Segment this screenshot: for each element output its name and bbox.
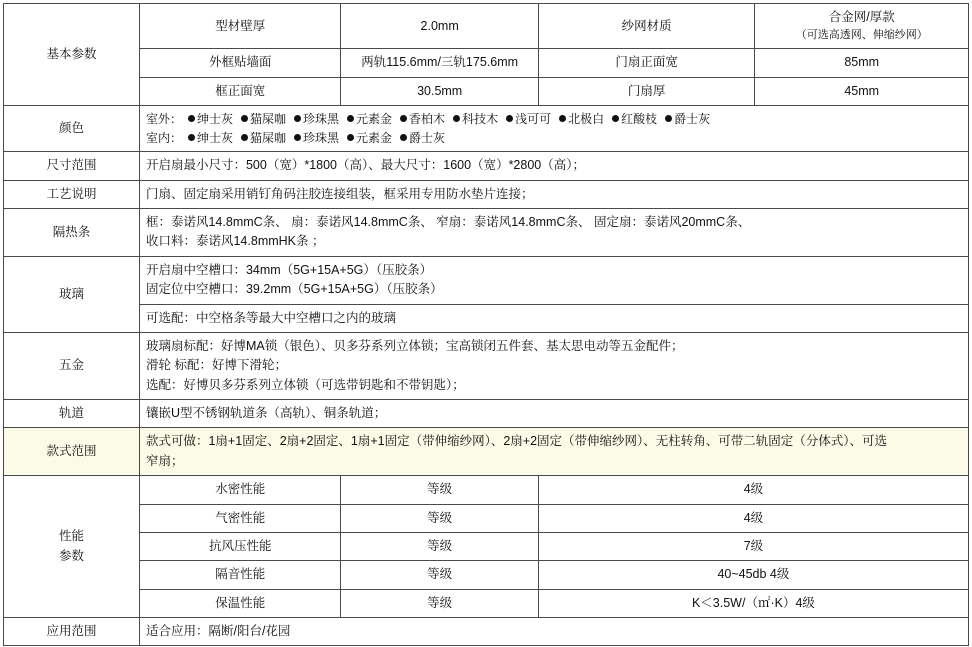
- table-row-size: [4, 152, 969, 180]
- perf-name-3: 隔音性能: [139, 561, 340, 589]
- perf-name-1: 气密性能: [139, 504, 340, 532]
- color-outdoor-label: 室外：: [145, 112, 182, 127]
- color-swatch-icon: [400, 134, 407, 141]
- row-label-application: 应用范围: [4, 618, 140, 646]
- color-swatch-icon: [347, 134, 354, 141]
- perf-unit-2: 等级: [341, 532, 538, 560]
- table-row-basic-3: [4, 77, 969, 105]
- perf-unit-4: 等级: [341, 589, 538, 617]
- perf-name-4: 保温性能: [139, 589, 340, 617]
- row-label-hardware: 五金: [4, 332, 140, 399]
- table-row-color: [4, 106, 969, 152]
- cell-craft-value: 门扇、固定扇采用销钉角码注胶连接组装，框采用专用防水垫片连接；: [139, 180, 968, 208]
- style-line1: 款式可做：1扇+1固定、2扇+2固定、1扇+1固定（带伸缩纱网）、2扇+2固定（带伸缩纱网）、无柱转角、可带二轨固定（分体式）、可选: [145, 434, 888, 449]
- cell-door-front-width-label: 门扇正面宽: [538, 49, 755, 77]
- row-label-track: 轨道: [4, 400, 140, 428]
- color-swatch-icon: [188, 134, 195, 141]
- indoor-color-label: 猫屎咖: [250, 130, 287, 145]
- glass-line2: 固定位中空槽口：39.2mm（5G+15A+5G）（压胶条）: [145, 282, 443, 297]
- outdoor-color-item: [506, 110, 551, 129]
- cell-hardware-value: [139, 332, 968, 399]
- cell-color-values: [139, 106, 968, 152]
- performance-label-line2: 参数: [58, 548, 84, 563]
- color-outdoor-items: [188, 112, 718, 126]
- cell-track-value: 镶嵌U型不锈钢轨道条（高轨）、铜条轨道；: [139, 400, 968, 428]
- perf-value-3: 40~45db 4级: [538, 561, 968, 589]
- indoor-color-item: [241, 129, 286, 148]
- color-outdoor-row: [146, 110, 962, 129]
- outdoor-color-item: [241, 110, 286, 129]
- row-label-basic: 基本参数: [4, 4, 140, 106]
- outdoor-color-label: 爵士灰: [674, 112, 711, 127]
- table-row-glass-1: [4, 256, 969, 304]
- color-swatch-icon: [241, 134, 248, 141]
- perf-unit-1: 等级: [341, 504, 538, 532]
- perf-value-1: 4级: [538, 504, 968, 532]
- row-label-insulation: 隔热条: [4, 209, 140, 257]
- color-swatch-icon: [294, 115, 301, 122]
- color-swatch-icon: [294, 134, 301, 141]
- outdoor-color-label: 珍珠黑: [303, 112, 340, 127]
- table-row-insulation: [4, 209, 969, 257]
- outdoor-color-label: 红酸枝: [621, 112, 658, 127]
- hardware-line2: 滑轮 标配：好博下滑轮；: [145, 358, 287, 373]
- specification-table: [3, 3, 969, 646]
- indoor-color-label: 绅士灰: [196, 130, 233, 145]
- cell-application-value: 适合应用：隔断/阳台/花园: [139, 618, 968, 646]
- outdoor-color-label: 浅可可: [515, 112, 552, 127]
- performance-label-line1: 性能: [58, 529, 84, 544]
- cell-mesh-material-label: 纱网材质: [538, 4, 755, 49]
- cell-door-thickness-value: 45mm: [755, 77, 969, 105]
- row-label-color: 颜色: [4, 106, 140, 152]
- style-line2: 窄扇；: [145, 453, 184, 468]
- indoor-color-label: 元素金: [356, 130, 393, 145]
- indoor-color-label: 珍珠黑: [303, 130, 340, 145]
- cell-mesh-material-value: [755, 4, 969, 49]
- outdoor-color-label: 北极白: [568, 112, 605, 127]
- cell-frame-wall-label: 外框贴墙面: [139, 49, 340, 77]
- cell-size-value: 开启扇最小尺寸：500（宽）*1800（高）、最大尺寸：1600（宽）*2800（高）；: [139, 152, 968, 180]
- hardware-line3: 选配：好博贝多芬系列立体锁（可选带钥匙和不带钥匙）；: [145, 377, 465, 392]
- cell-glass-optional: 可选配：中空格条等最大中空槽口之内的玻璃: [139, 304, 968, 332]
- table-row-basic-2: [4, 49, 969, 77]
- color-swatch-icon: [612, 115, 619, 122]
- row-label-style: 款式范围: [4, 428, 140, 476]
- color-swatch-icon: [559, 115, 566, 122]
- table-row-basic-1: [4, 4, 969, 49]
- glass-line1: 开启扇中空槽口：34mm（5G+15A+5G）（压胶条）: [145, 262, 433, 277]
- outdoor-color-item: [347, 110, 392, 129]
- mesh-value-line1: 合金网/厚款: [828, 10, 895, 24]
- outdoor-color-item: [453, 110, 498, 129]
- outdoor-color-label: 香柏木: [409, 112, 446, 127]
- outdoor-color-label: 猫屎咖: [250, 112, 287, 127]
- table-row-application: [4, 618, 969, 646]
- outdoor-color-item: [665, 110, 710, 129]
- mesh-value-line2: （可选高透网、伸缩纱网）: [795, 29, 928, 42]
- cell-style-value: [139, 428, 968, 476]
- outdoor-color-item: [559, 110, 604, 129]
- table-row-glass-2: [4, 304, 969, 332]
- table-row-performance-5: [4, 589, 969, 617]
- color-swatch-icon: [453, 115, 460, 122]
- perf-value-4: K＜3.5W/（㎡·K）4级: [538, 589, 968, 617]
- color-swatch-icon: [188, 115, 195, 122]
- color-swatch-icon: [665, 115, 672, 122]
- outdoor-color-label: 绅士灰: [196, 112, 233, 127]
- outdoor-color-item: [400, 110, 445, 129]
- table-row-performance-2: [4, 504, 969, 532]
- perf-unit-3: 等级: [341, 561, 538, 589]
- table-row-track: [4, 400, 969, 428]
- indoor-color-item: [400, 129, 445, 148]
- color-indoor-row: [146, 129, 962, 148]
- cell-frame-width-label: 框正面宽: [139, 77, 340, 105]
- perf-unit-0: 等级: [341, 476, 538, 504]
- cell-insulation-value: [139, 209, 968, 257]
- perf-value-2: 7级: [538, 532, 968, 560]
- row-label-glass: 玻璃: [4, 256, 140, 332]
- cell-door-thickness-label: 门扇厚: [538, 77, 755, 105]
- cell-material-thickness-value: 2.0mm: [341, 4, 538, 49]
- cell-door-front-width-value: 85mm: [755, 49, 969, 77]
- table-row-style: [4, 428, 969, 476]
- cell-frame-wall-value: 两轨115.6mm/三轨175.6mm: [341, 49, 538, 77]
- perf-name-2: 抗风压性能: [139, 532, 340, 560]
- color-swatch-icon: [506, 115, 513, 122]
- table-row-performance-4: [4, 561, 969, 589]
- color-indoor-items: [188, 131, 453, 145]
- color-swatch-icon: [241, 115, 248, 122]
- table-row-performance-3: [4, 532, 969, 560]
- perf-value-0: 4级: [538, 476, 968, 504]
- table-row-performance-1: [4, 476, 969, 504]
- indoor-color-label: 爵士灰: [409, 130, 446, 145]
- outdoor-color-item: [294, 110, 339, 129]
- insulation-line2: 收口料：泰诺风14.8mmHK条 ；: [145, 234, 325, 249]
- perf-name-0: 水密性能: [139, 476, 340, 504]
- row-label-craft: 工艺说明: [4, 180, 140, 208]
- indoor-color-item: [347, 129, 392, 148]
- outdoor-color-item: [188, 110, 233, 129]
- outdoor-color-label: 科技木: [462, 112, 499, 127]
- color-indoor-label: 室内：: [145, 130, 182, 145]
- hardware-line1: 玻璃扇标配：好博MA锁（银色）、贝多芬系列立体锁；宝高锁闭五件套、基太思电动等五金配件；: [145, 338, 684, 353]
- indoor-color-item: [294, 129, 339, 148]
- row-label-performance: [4, 476, 140, 618]
- table-row-hardware: [4, 332, 969, 399]
- cell-glass-value: [139, 256, 968, 304]
- color-swatch-icon: [400, 115, 407, 122]
- cell-material-thickness-label: 型材壁厚: [139, 4, 340, 49]
- outdoor-color-item: [612, 110, 657, 129]
- insulation-line1: 框：泰诺风14.8mmC条、 扇：泰诺风14.8mmC条、 窄扇：泰诺风14.8mmC条、 固定扇：泰诺风20mmC条、: [145, 215, 751, 230]
- row-label-size: 尺寸范围: [4, 152, 140, 180]
- table-row-craft: [4, 180, 969, 208]
- indoor-color-item: [188, 129, 233, 148]
- cell-frame-width-value: 30.5mm: [341, 77, 538, 105]
- color-swatch-icon: [347, 115, 354, 122]
- outdoor-color-label: 元素金: [356, 112, 393, 127]
